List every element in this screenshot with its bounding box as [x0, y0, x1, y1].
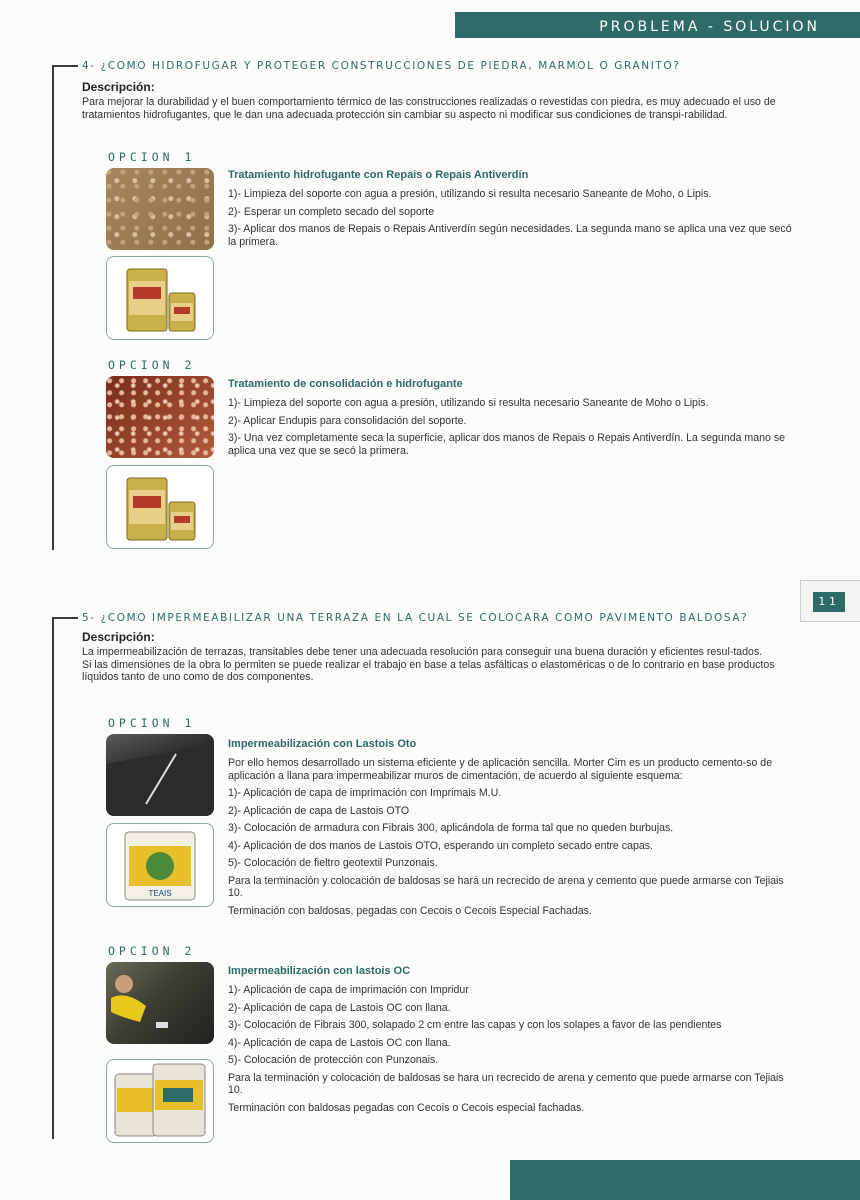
list-item: 5)- Colocación de protección con Punzonais. [228, 1054, 439, 1066]
section5-title: 5- ¿COMO IMPERMEABILIZAR UNA TERRAZA EN LA CUAL SE COLOCARA COMO PAVIMENTO BALDOSA? [82, 612, 749, 624]
list-item: Por ello hemos desarrollado un sistema eficiente y de aplicación sencilla. Morter Cim es un producto cemento-so de aplicación a llana para impermeabilizar muros de cimentación, de acuerdo al siguiente esquema: [228, 757, 773, 782]
list-item: Para la terminación y colocación de baldosas se hara un recrecido de arena y cemento que puede armarse con Tejiais 10. [228, 1071, 784, 1096]
worker-application-photo [106, 962, 214, 1044]
section5-option2-title: Impermeabilización con lastois OC [228, 965, 411, 977]
section5-option2-label: OPCION 2 [108, 944, 196, 958]
section4-option2-title: Tratamiento de consolidación e hidrofugante [228, 378, 463, 390]
list-item: 3)- Una vez completamente seca la superficie, aplicar dos manos de Repais o Repais Antiverdín. La segunda mano se aplica una vez que se secó la primera. [228, 432, 786, 457]
section5-option1-label: OPCION 1 [108, 716, 196, 730]
section5-desc-p1: La impermeabilización de terrazas, transitables debe tener una adecuada resolución para conseguir una buena duración y eficientes resul-tados. [82, 646, 763, 658]
endupis-product-photo [106, 465, 214, 549]
list-item: 2)- Esperar un completo secado del soporte [228, 205, 435, 218]
section5-desc-label: Descripción: [82, 630, 155, 644]
section5-option2-steps [228, 984, 794, 1119]
section5-bracket [52, 617, 54, 1139]
list-item: 2)- Aplicación de capa de Lastois OTO [228, 804, 410, 817]
section4-title: 4- ¿COMO HIDROFUGAR Y PROTEGER CONSTRUCCIONES DE PIEDRA, MARMOL O GRANITO? [82, 60, 681, 72]
section4-desc-label: Descripción: [82, 80, 155, 94]
section4-option2-label: OPCION 2 [108, 358, 196, 372]
list-item: 1)- Limpieza del soporte con agua a presión, utilizando si resulta necesario Saneante de Moho o Lipis. [228, 397, 709, 409]
list-item: 1)- Aplicación de capa de imprimación con Impridur [228, 984, 469, 996]
list-item: 4)- Aplicación de dos manos de Lastois OTO, esperando un completo secado entre capas. [228, 839, 653, 852]
list-item: 3)- Aplicar dos manos de Repais o Repais Antiverdín según necesidades. La segunda mano se aplica una vez que secó la primera. [228, 223, 792, 248]
list-item: Terminación con baldosas, pegadas con Cecois o Cecois Especial Fachadas. [228, 904, 592, 917]
lastois-oc-cans-photo [106, 1059, 214, 1143]
repais-product-photo [106, 256, 214, 340]
section5-option1-title: Impermeabilización con Lastois Oto [228, 738, 417, 750]
roof-application-photo [106, 734, 214, 816]
section4-option1-title: Tratamiento hidrofugante con Repais o Repais Antiverdín [228, 169, 529, 181]
section5-option1-steps [228, 757, 794, 922]
list-item: Para la terminación y colocación de baldosas se hará un recrecido de arena y cemento que puede armarse con Tejiais 10. [228, 874, 784, 899]
list-item: 4)- Aplicación de capa de Lastois OC con llana. [228, 1036, 451, 1049]
section4-option2-steps [228, 397, 794, 462]
hydrophobic-stone-photo [106, 168, 214, 250]
list-item: 2)- Aplicar Endupis para consolidación del soporte. [228, 414, 467, 427]
section5-desc-p2: Si las dimensiones de la obra lo permiten se puede realizar el trabajo en base a telas asfálticas o elastoméricas o de lo contrario en base productos líquidos tanto de uno como de dos componentes. [82, 658, 775, 683]
section4-option1-label: OPCION 1 [108, 150, 196, 164]
bucket-brand-label: TEAIS [148, 889, 172, 898]
header-bar [455, 12, 860, 38]
list-item: 5)- Colocación de fieltro geotextil Punzonais. [228, 857, 438, 869]
section5-bracket-tick [52, 617, 78, 619]
section4-bracket [52, 65, 54, 550]
lastois-oto-bucket-photo [106, 823, 214, 907]
section5-desc-text [82, 646, 790, 684]
list-item: Terminación con baldosas pegadas con Cecois o Cecois especial fachadas. [228, 1101, 585, 1114]
header-title: PROBLEMA - SOLUCION [599, 19, 820, 35]
consolidated-stone-photo [106, 376, 214, 458]
list-item: 3)- Colocación de armadura con Fibrais 300, aplicándola de forma tal que no queden burbujas. [228, 822, 674, 834]
section4-bracket-tick [52, 65, 78, 67]
list-item: 1)- Aplicación de capa de imprimación con Imprimais M.U. [228, 787, 502, 799]
list-item: 2)- Aplicación de capa de Lastois OC con llana. [228, 1001, 451, 1014]
list-item: 3)- Colocación de Fibrais 300, solapado 2 cm entre las capas y con los solapes a favor de las pendientes [228, 1019, 722, 1031]
section4-desc-text: Para mejorar la durabilidad y el buen comportamiento térmico de las construcciones realizadas o revestidas con piedra, es muy adecuado el uso de tratamientos hidrofugantes, que le dan una adecuada protección sin cambiar su aspecto ni modificar sus condiciones de transpi-rabilidad. [82, 96, 776, 121]
section4-option1-steps [228, 188, 794, 253]
page-number: 11 [813, 592, 845, 612]
footer-bar [510, 1160, 860, 1200]
list-item: 1)- Limpieza del soporte con agua a presión, utilizando si resulta necesario Saneante de Moho, o Lipis. [228, 188, 712, 200]
